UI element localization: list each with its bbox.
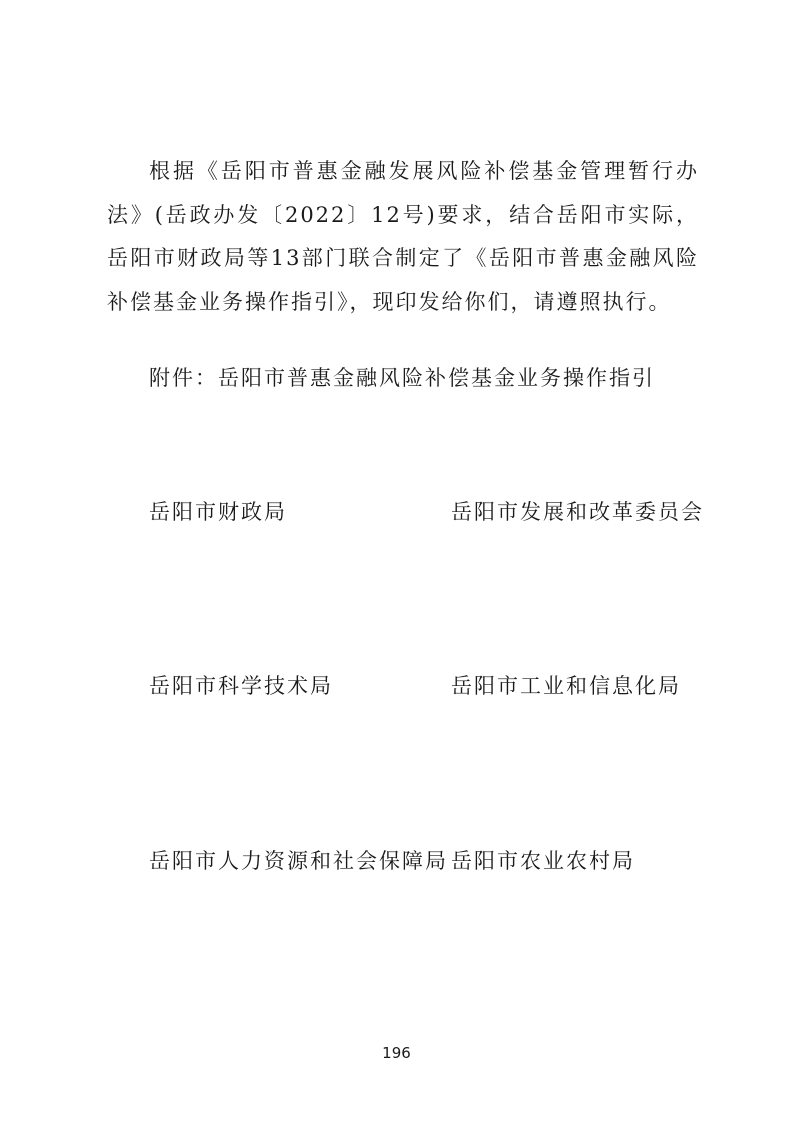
body-paragraph: 根据《岳阳市普惠金融发展风险补偿基金管理暂行办法》(岳政办发〔2022〕12号)要求，结合岳阳市实际，岳阳市财政局等13部门联合制定了《岳阳市普惠金融风险补偿基金业务操作指引》，现印发给你们，请遵照执行。 xyxy=(107,159,699,314)
signature-human-resources-bureau: 岳阳市人力资源和社会保障局 xyxy=(149,849,448,873)
signature-agriculture-bureau: 岳阳市农业农村局 xyxy=(451,849,635,873)
page-number: 196 xyxy=(382,1044,411,1062)
signature-industry-it-bureau: 岳阳市工业和信息化局 xyxy=(451,674,681,698)
signature-finance-bureau: 岳阳市财政局 xyxy=(149,500,287,524)
signature-science-technology-bureau: 岳阳市科学技术局 xyxy=(149,674,333,698)
attachment-line: 附件：岳阳市普惠金融风险补偿基金业务操作指引 xyxy=(149,366,655,390)
signature-development-reform-commission: 岳阳市发展和改革委员会 xyxy=(451,500,704,524)
